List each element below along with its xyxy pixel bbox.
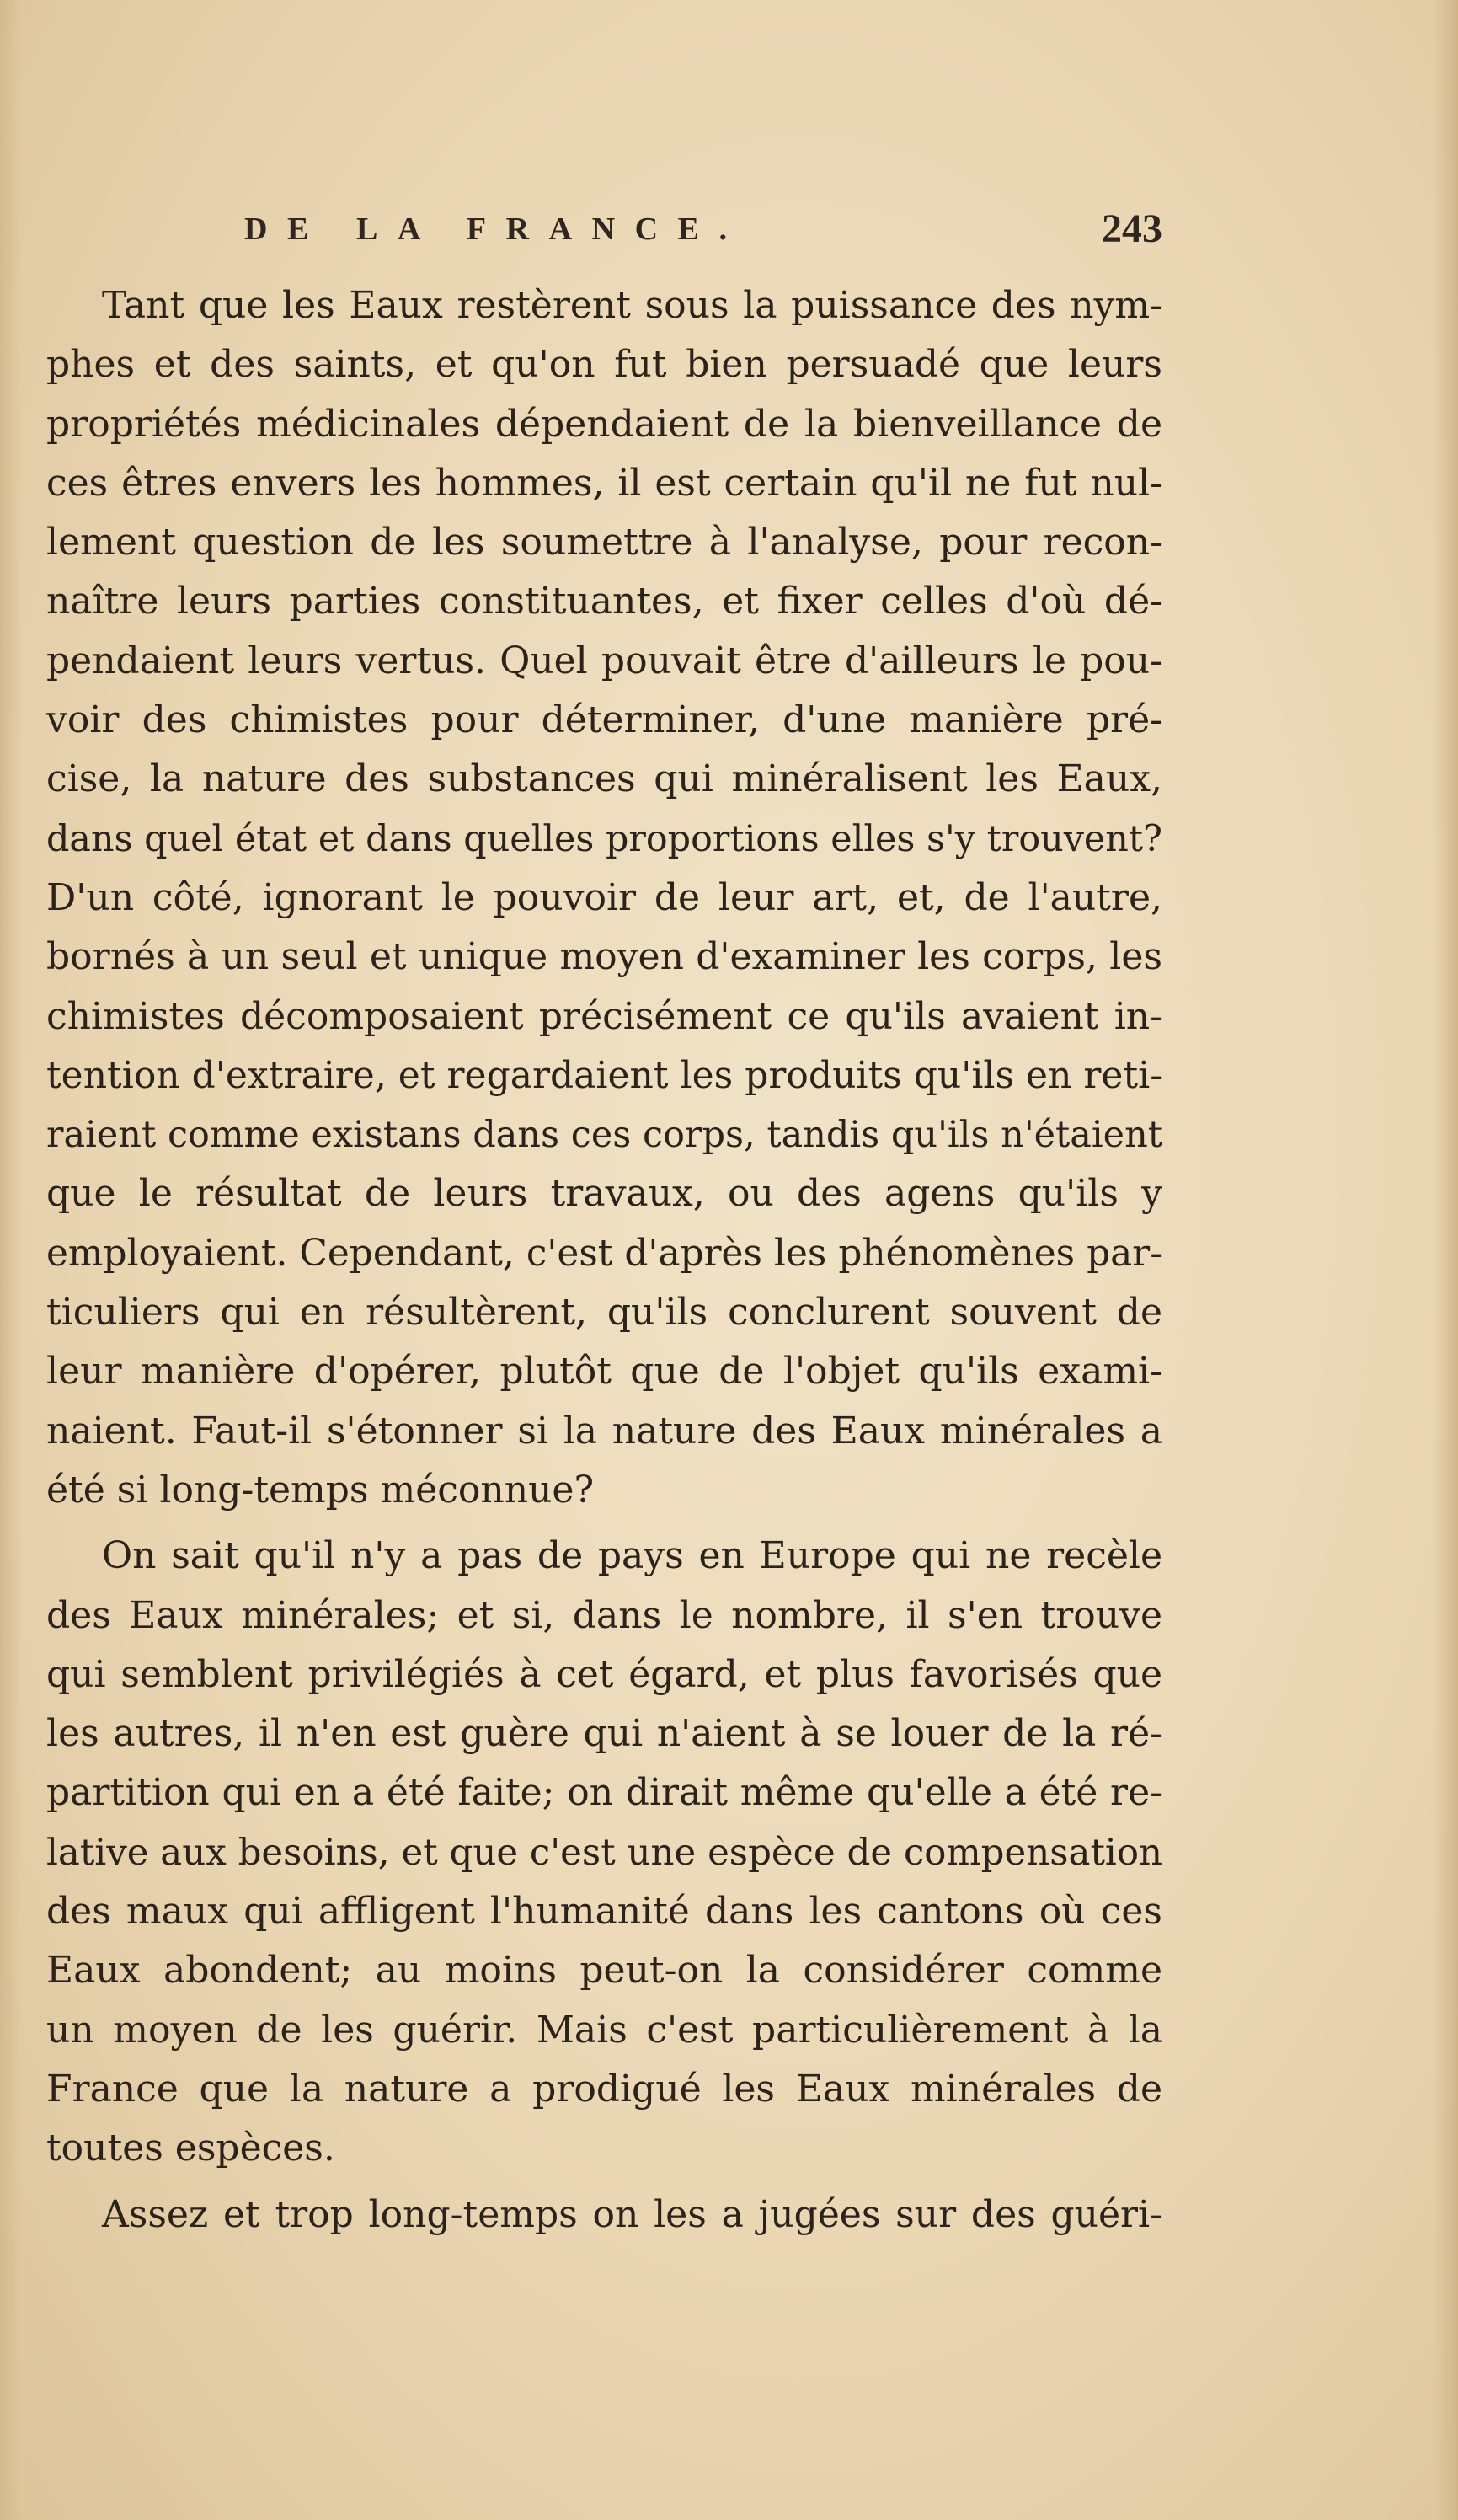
text-line: pendaient leurs vertus. Quel pouvait être d'ailleurs le pou- (46, 639, 1162, 682)
page-number: 243 (1102, 206, 1162, 251)
text-line: On sait qu'il n'y a pas de pays en Europe qui ne recèle (102, 1534, 1162, 1578)
text-line: chimistes décomposaient précisément ce qu'ils avaient in- (46, 994, 1162, 1038)
text-line: lative aux besoins, et que c'est une espèce de compensation (46, 1831, 1162, 1874)
text-line: voir des chimistes pour déterminer, d'une manière pré- (46, 698, 1162, 742)
text-line: D'un côté, ignorant le pouvoir de leur art, et, de l'autre, (46, 875, 1162, 919)
running-head: DE LA FRANCE. (244, 211, 747, 247)
body-text (46, 276, 1162, 2244)
text-line: des maux qui affligent l'humanité dans les cantons où ces (46, 1890, 1162, 1934)
page-header (244, 206, 1162, 261)
paragraph (46, 1527, 1162, 2178)
text-line: ces êtres envers les hommes, il est certain qu'il ne fut nul- (46, 461, 1162, 505)
text-line: naient. Faut-il s'étonner si la nature des Eaux minérales a (46, 1409, 1162, 1453)
text-line: Eaux abondent; au moins peut-on la considérer comme (46, 1949, 1162, 1993)
text-line: lement question de les soumettre à l'analyse, pour recon- (46, 521, 1162, 564)
text-line: employaient. Cependant, c'est d'après les phénomènes par- (46, 1231, 1162, 1275)
text-line: cise, la nature des substances qui minéralisent les Eaux, (46, 757, 1162, 801)
text-line: leur manière d'opérer, plutôt que de l'objet qu'ils exami- (46, 1350, 1162, 1394)
text-line: que le résultat de leurs travaux, ou des agens qu'ils y (46, 1172, 1162, 1216)
text-line: France que la nature a prodigué les Eaux minérales de (46, 2067, 1162, 2111)
text-line: partition qui en a été faite; on dirait même qu'elle a été re- (46, 1771, 1162, 1815)
page-edge-right (1433, 0, 1458, 2520)
text-line: des Eaux minérales; et si, dans le nombre, il s'en trouve (46, 1593, 1162, 1637)
page-edge-left (0, 0, 22, 2520)
text-line: propriétés médicinales dépendaient de la bienveillance de (46, 402, 1162, 446)
text-line: naître leurs parties constituantes, et fixer celles d'où dé- (46, 580, 1162, 623)
text-line: raient comme existans dans ces corps, tandis qu'ils n'étaient (46, 1114, 1162, 1157)
paragraph (46, 276, 1162, 1520)
paragraph (46, 2186, 1162, 2244)
text-line: tention d'extraire, et regardaient les produits qu'ils en reti- (46, 1053, 1163, 1097)
text-line: Tant que les Eaux restèrent sous la puissance des nym- (102, 284, 1162, 327)
text-line: phes et des saints, et qu'on fut bien persuadé que leurs (46, 343, 1162, 387)
paragraph-gap (46, 2179, 1162, 2186)
text-line: bornés à un seul et unique moyen d'examiner les corps, les (46, 935, 1162, 979)
text-line: toutes espèces. (46, 2127, 335, 2170)
text-line: Assez et trop long-temps on les a jugées sur des guéri- (102, 2192, 1162, 2236)
paragraph-gap (46, 1520, 1162, 1527)
text-line: dans quel état et dans quelles proportions elles s'y trouvent? (46, 817, 1162, 860)
text-line: qui semblent privilégiés à cet égard, et plus favorisés que (46, 1652, 1162, 1696)
text-line: ticuliers qui en résultèrent, qu'ils conclurent souvent de (46, 1291, 1162, 1335)
text-line: les autres, il n'en est guère qui n'aient à se louer de la ré- (46, 1712, 1162, 1756)
text-line: un moyen de les guérir. Mais c'est particulièrement à la (46, 2008, 1162, 2052)
text-line: été si long-temps méconnue? (46, 1468, 595, 1511)
